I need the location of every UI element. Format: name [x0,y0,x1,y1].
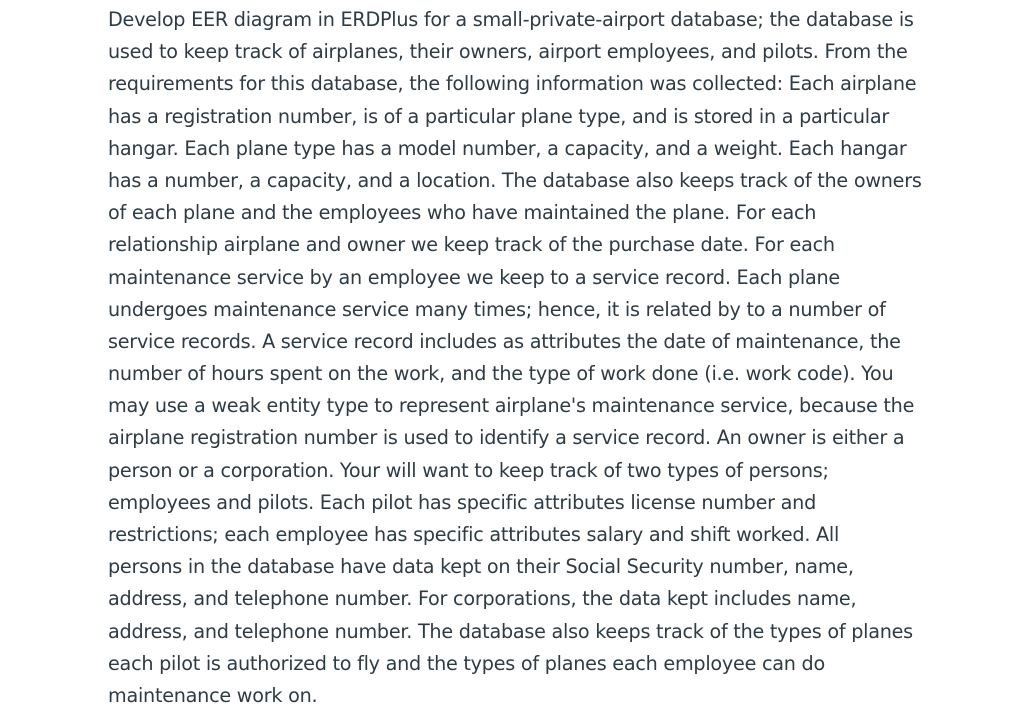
text-line: persons in the database have data kept on their Social Security number, name, [108,555,854,579]
text-line: relationship airplane and owner we keep track of the purchase date. For each [108,233,835,257]
text-line: undergoes maintenance service many times; hence, it is related by to a number of [108,297,886,321]
assignment-text [108,4,1008,712]
text-line: person or a corporation. Your will want to keep track of two types of persons; [108,458,829,482]
text-line: airplane registration number is used to identify a service record. An owner is either a [108,426,905,450]
text-line: restrictions; each employee has specific attributes salary and shift worked. All [108,523,840,546]
text-line: number of hours spent on the work, and the type of work done (i.e. work code). You [108,362,894,386]
text-line: service records. A service record includes as attributes the date of maintenance, the [108,329,901,353]
text-line: has a number, a capacity, and a location. The database also keeps track of the owners [108,168,922,192]
text-line: employees and pilots. Each pilot has specific attributes license number and [108,490,817,514]
text-line: Develop EER diagram in ERDPlus for a small-private-airport database; the database is [108,8,914,31]
text-line: maintenance service by an employee we keep to a service record. Each plane [108,265,840,289]
text-line: address, and telephone number. For corporations, the data kept includes name, [108,587,857,611]
text-line: has a registration number, is of a particular plane type, and is stored in a particular [108,104,889,128]
text-line: each pilot is authorized to fly and the types of planes each employee can do [108,651,825,675]
text-line: used to keep track of airplanes, their owners, airport employees, and pilots. From the [108,40,908,64]
text-line: maintenance work on. [108,683,318,707]
text-line: address, and telephone number. The database also keeps track of the types of planes [108,619,913,643]
text-line: requirements for this database, the following information was collected: Each airplane [108,72,917,96]
text-line: hangar. Each plane type has a model number, a capacity, and a weight. Each hangar [108,136,907,160]
text-line: of each plane and the employees who have maintained the plane. For each [108,201,817,225]
text-line: may use a weak entity type to represent airplane's maintenance service, because the [108,394,915,418]
